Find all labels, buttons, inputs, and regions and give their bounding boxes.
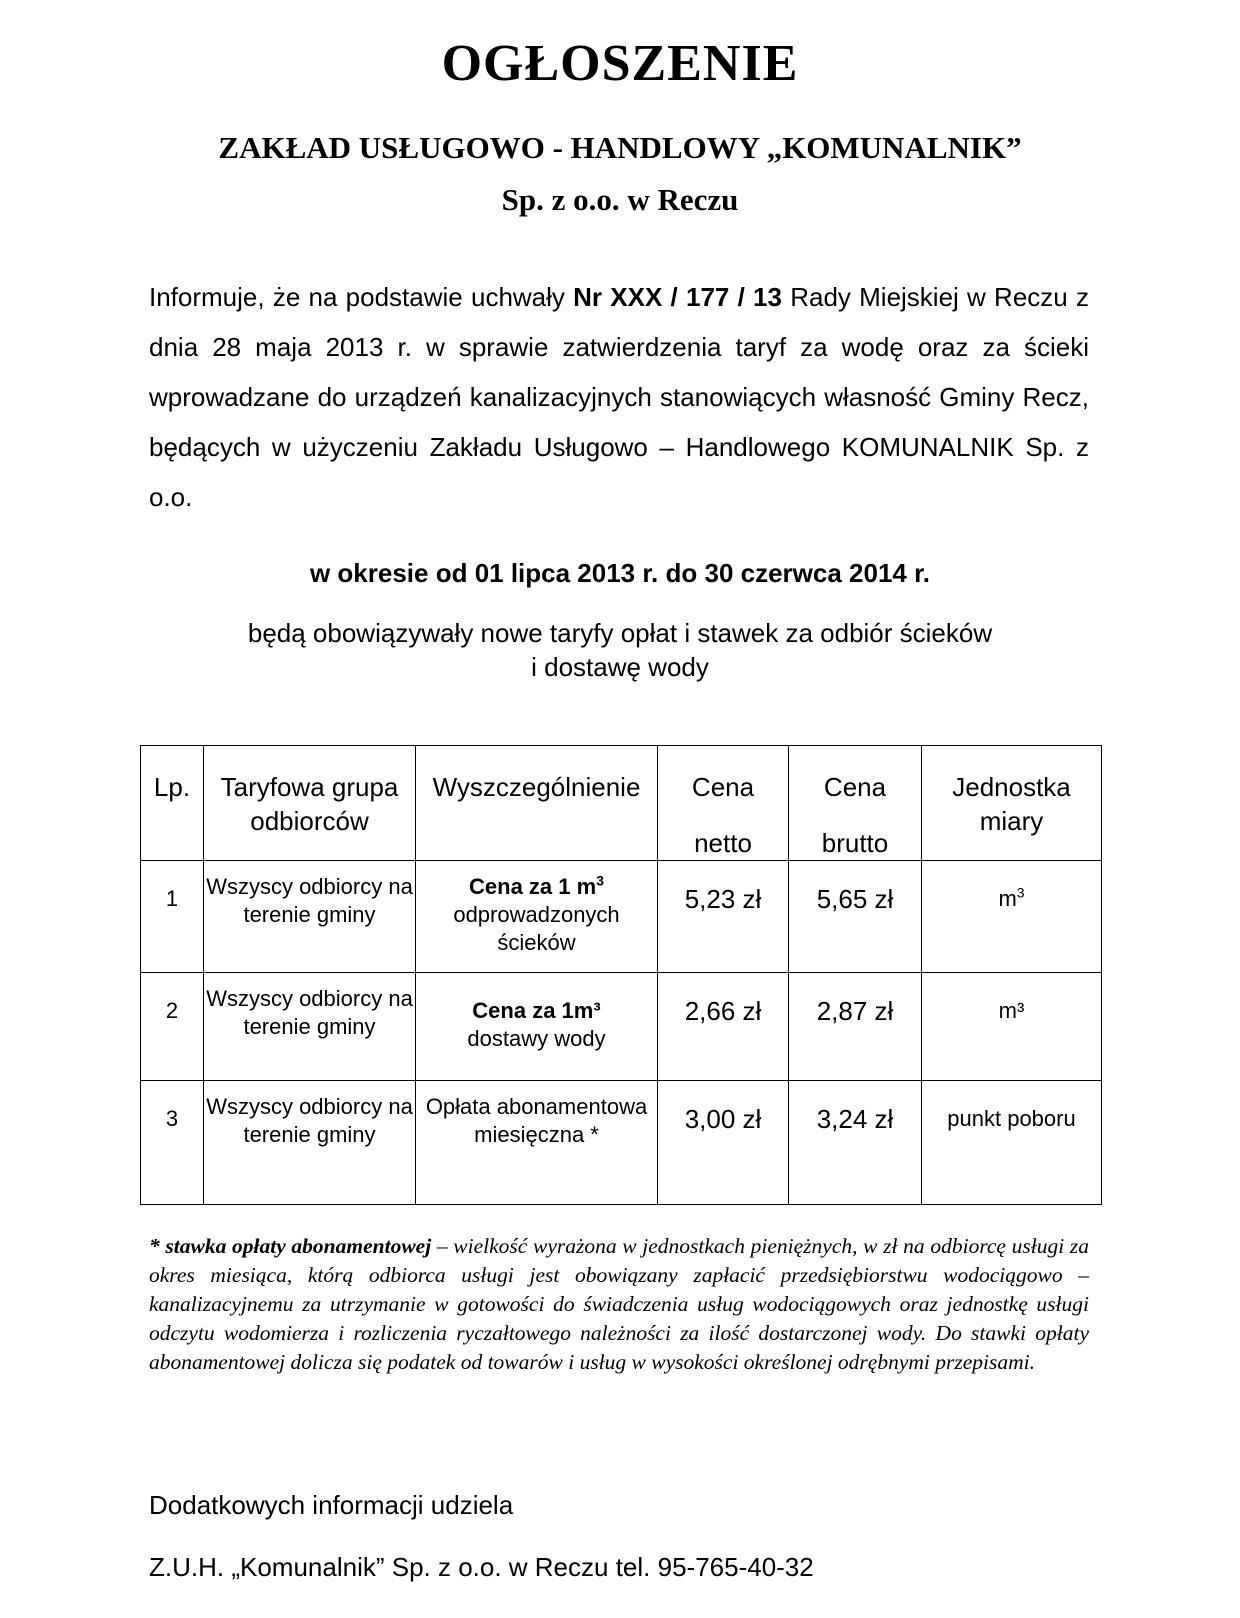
- row-lp: 3: [141, 1081, 204, 1205]
- header-gross-top: Cena: [823, 772, 887, 802]
- row-lp: 1: [141, 861, 204, 973]
- row-unit: [922, 861, 1102, 973]
- row-net-price: 5,23 zł: [658, 861, 789, 973]
- tariff-statement-line1: będą obowiązywały nowe taryfy opłat i stawek za odbiór ścieków: [247, 618, 993, 648]
- row-group: Wszyscy odbiorcy na terenie gminy: [204, 973, 416, 1081]
- company-location: Sp. z o.o. w Reczu: [501, 182, 739, 217]
- header-net-bottom: netto: [694, 828, 752, 858]
- table-header-row: [141, 746, 1102, 861]
- intro-text-start: Informuje, że na podstawie uchwały: [149, 282, 574, 312]
- table-row: [141, 861, 1102, 973]
- row-description: [416, 861, 658, 973]
- header-lp: Lp.: [141, 746, 204, 861]
- validity-period: w okresie od 01 lipca 2013 r. do 30 czerwca 2014 r.: [309, 558, 931, 588]
- header-net-price: [658, 746, 789, 861]
- row-unit-sup: 3: [1016, 884, 1025, 901]
- row-net-price: 2,66 zł: [658, 973, 789, 1081]
- header-unit: Jednostka miary: [922, 746, 1102, 861]
- table-row: [141, 1081, 1102, 1205]
- row-unit-text: m: [998, 886, 1017, 911]
- row-description-bold: Cena za 1 m: [469, 874, 597, 899]
- row-gross-price: 2,87 zł: [789, 973, 922, 1081]
- table-row: [141, 973, 1102, 1081]
- row-unit: m³: [922, 973, 1102, 1081]
- footnote-term: * stawka opłaty abonamentowej: [149, 1234, 432, 1258]
- tariff-table: [140, 745, 1102, 1205]
- header-gross-bottom: brutto: [821, 828, 889, 858]
- header-description: Wyszczególnienie: [416, 746, 658, 861]
- row-net-price: 3,00 zł: [658, 1081, 789, 1205]
- header-group: Taryfowa grupa odbiorców: [204, 746, 416, 861]
- footnote-text: – wielkość wyrażona w jednostkach pieniężnych, w zł na odbiorcę usługi za okres miesiąca, którą odbiorca usługi jest obowiązany zapłacić przedsiębiorstwu wodociągowo – kanalizacyjnemu za utrzymanie w gotowości do świadczenia usług wodociągowych oraz jednostkę usługi odczytu wodomierza i rozliczenia ryczałtowego należności za ilość dostarczonej wody. Do stawki opłaty abonamentowej dolicza się podatek od towarów i usług w wysokości określonej odrębnymi przepisami.: [149, 1234, 1089, 1374]
- contact-intro: Dodatkowych informacji udziela: [149, 1490, 514, 1520]
- row-description-rest: dostawy wody: [467, 1026, 606, 1051]
- row-description: Opłata abonamentowa miesięczna *: [416, 1081, 658, 1205]
- header-gross-price: [789, 746, 922, 861]
- row-gross-price: 5,65 zł: [789, 861, 922, 973]
- row-description: [416, 973, 658, 1081]
- row-group: Wszyscy odbiorcy na terenie gminy: [204, 1081, 416, 1205]
- row-unit: punkt poboru: [922, 1081, 1102, 1205]
- page-title: OGŁOSZENIE: [441, 35, 799, 92]
- row-description-bold: Cena za 1m³: [472, 998, 601, 1023]
- contact-details: Z.U.H. „Komunalnik” Sp. z o.o. w Reczu tel. 95-765-40-32: [149, 1552, 814, 1582]
- intro-text-rest: Rady Miejskiej w Reczu z dnia 28 maja 2013 r. w sprawie zatwierdzenia taryf za wodę oraz za ścieki wprowadzane do urządzeń kanalizacyjnych stanowiących własność Gminy Recz, będących w użyczeniu Zakładu Usługowo – Handlowego KOMUNALNIK Sp. z o.o.: [149, 282, 1089, 512]
- intro-paragraph: [149, 272, 1089, 522]
- footnote: [149, 1232, 1089, 1377]
- tariff-statement-line2: i dostawę wody: [531, 652, 709, 682]
- company-name: ZAKŁAD USŁUGOWO - HANDLOWY „KOMUNALNIK”: [218, 130, 1022, 165]
- resolution-number: Nr XXX / 177 / 13: [573, 282, 782, 312]
- row-lp: 2: [141, 973, 204, 1081]
- row-gross-price: 3,24 zł: [789, 1081, 922, 1205]
- row-description-rest: odprowadzonych ścieków: [453, 902, 620, 955]
- header-net-top: Cena: [691, 772, 755, 802]
- row-group: Wszyscy odbiorcy na terenie gminy: [204, 861, 416, 973]
- row-description-sup: 3: [596, 872, 604, 889]
